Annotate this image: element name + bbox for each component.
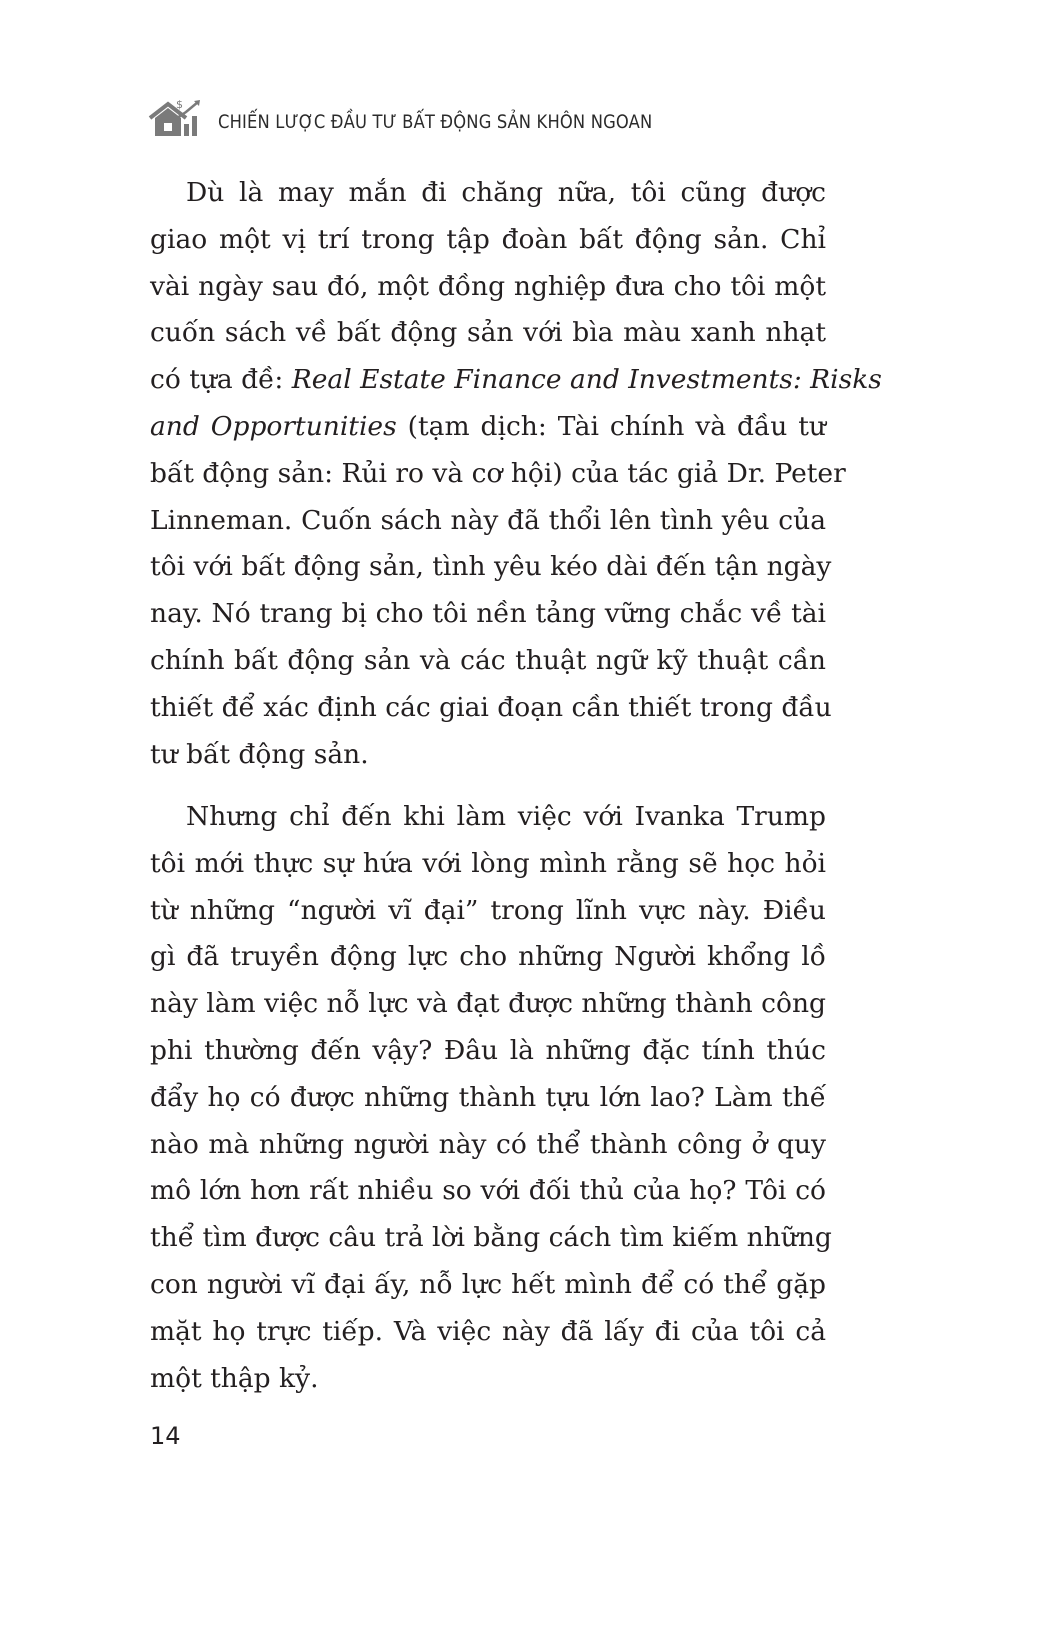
- text-segment: (tạm dịch: Tài chính và đầu tư: [396, 410, 826, 442]
- text-segment: tôi mới thực sự hứa với lòng mình rằng sẽ học hỏi: [150, 847, 826, 879]
- text-line: [150, 1168, 826, 1215]
- text-segment: Linneman. Cuốn sách này đã thổi lên tình yêu của: [150, 504, 826, 536]
- text-line: [150, 1122, 826, 1169]
- text-line: [150, 264, 826, 311]
- text-segment: vài ngày sau đó, một đồng nghiệp đưa cho tôi một: [150, 270, 826, 302]
- text-line: [150, 1215, 832, 1262]
- text-line: [150, 170, 826, 217]
- text-segment: có tựa đề:: [150, 364, 292, 396]
- text-line: [150, 685, 832, 732]
- text-segment: đẩy họ có được những thành tựu lớn lao? Làm thế: [150, 1081, 826, 1113]
- text-line: [150, 841, 826, 888]
- text-line: [150, 1028, 826, 1075]
- text-segment: này làm việc nỗ lực và đạt được những thành công: [150, 988, 826, 1020]
- text-line: [150, 591, 826, 638]
- text-segment: thiết để xác định các giai đoạn cần thiết trong đầu: [150, 691, 832, 723]
- text-segment: nào mà những người này có thể thành công ở quy: [150, 1128, 826, 1160]
- text-line: [150, 404, 826, 451]
- text-segment: chính bất động sản và các thuật ngữ kỹ thuật cần: [150, 644, 826, 676]
- text-segment: mô lớn hơn rất nhiều so với đối thủ của họ? Tôi có: [150, 1175, 826, 1207]
- svg-text:$: $: [176, 98, 183, 111]
- text-line: [150, 498, 826, 545]
- text-line: [150, 981, 826, 1028]
- text-line: [150, 357, 882, 404]
- text-segment: Nhưng chỉ đến khi làm việc với Ivanka Trump: [186, 801, 826, 832]
- text-segment: cuốn sách về bất động sản với bìa màu xanh nhạt: [150, 317, 826, 349]
- text-segment: gì đã truyền động lực cho những Người khổng lồ: [150, 941, 826, 973]
- text-line: [150, 934, 826, 981]
- paragraph: [150, 794, 832, 1402]
- text-segment: bất động sản: Rủi ro và cơ hội) của tác giả Dr. Peter: [150, 457, 846, 489]
- text-segment: mặt họ trực tiếp. Và việc này đã lấy đi của tôi cả: [150, 1315, 826, 1347]
- text-line: [150, 310, 826, 357]
- text-segment: tôi với bất động sản, tình yêu kéo dài đến tận ngày: [150, 551, 832, 583]
- text-line: [150, 1356, 826, 1403]
- book-title-italic: and Opportunities: [150, 410, 397, 442]
- page-number: 14: [150, 1422, 181, 1450]
- text-segment: phi thường đến vậy? Đâu là những đặc tính thúc: [150, 1034, 826, 1066]
- text-line: [150, 638, 826, 685]
- text-segment: tư bất động sản.: [150, 738, 369, 770]
- text-line: [150, 1262, 826, 1309]
- text-line: [150, 732, 826, 779]
- text-segment: thể tìm được câu trả lời bằng cách tìm kiếm những: [150, 1222, 832, 1254]
- running-header-title: CHIẾN LƯỢC ĐẦU TƯ BẤT ĐỘNG SẢN KHÔN NGOAN: [218, 111, 653, 133]
- text-line: [150, 1309, 826, 1356]
- text-line: [150, 451, 846, 498]
- running-header: [148, 98, 723, 138]
- text-segment: Dù là may mắn đi chăng nữa, tôi cũng được: [186, 177, 826, 208]
- paragraph: [150, 170, 882, 778]
- house-growth-icon: [148, 98, 202, 138]
- text-segment: nay. Nó trang bị cho tôi nền tảng vững chắc về tài: [150, 598, 826, 630]
- text-line: [150, 888, 826, 935]
- text-segment: con người vĩ đại ấy, nỗ lực hết mình để có thể gặp: [150, 1268, 826, 1300]
- text-segment: một thập kỷ.: [150, 1362, 319, 1394]
- text-line: [150, 544, 832, 591]
- text-segment: giao một vị trí trong tập đoàn bất động sản. Chỉ: [150, 223, 826, 255]
- book-title-italic: Real Estate Finance and Investments: Risks: [291, 364, 882, 396]
- text-line: [150, 794, 826, 841]
- text-segment: từ những “người vĩ đại” trong lĩnh vực này. Điều: [150, 894, 826, 926]
- text-line: [150, 1075, 826, 1122]
- text-line: [150, 217, 826, 264]
